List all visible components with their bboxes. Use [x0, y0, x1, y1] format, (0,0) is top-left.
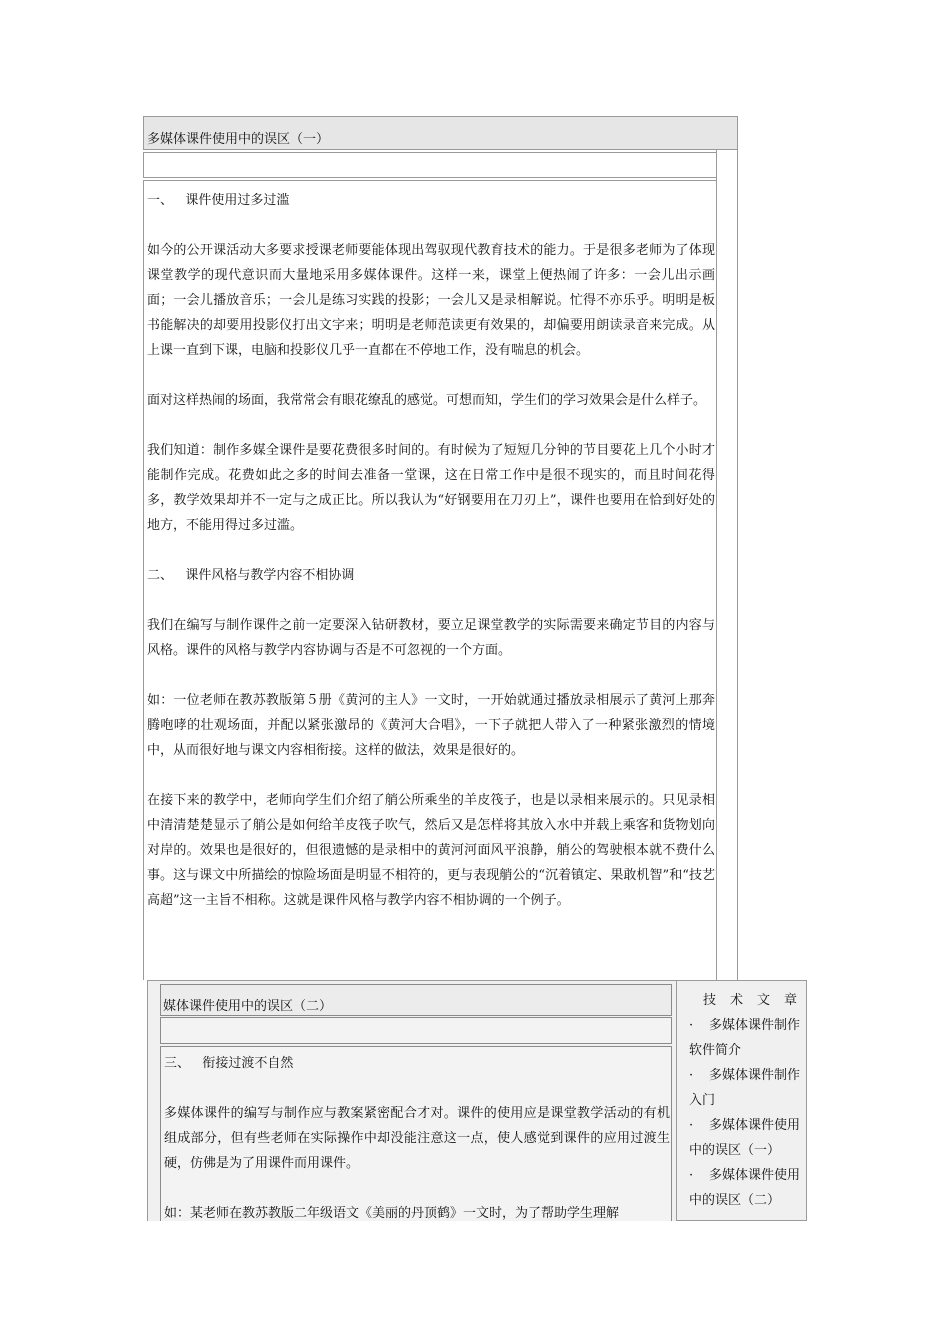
article2-title-bar	[160, 984, 672, 1016]
sidebar-link-misconceptions-2[interactable]: · 多媒体课件使用中的误区（二）	[689, 1163, 801, 1213]
bullet-icon: ·	[689, 1068, 694, 1083]
section1-heading: 一、 课件使用过多过滥	[147, 193, 290, 208]
paragraph: 我们在编写与制作课件之前一定要深入钻研教材，要立足课堂教学的实际需要来确定节目的内容与风格。课件的风格与教学内容协调与否是不可忽视的一个方面。	[147, 618, 715, 658]
article1-side-column	[716, 150, 738, 980]
article1-title: 多媒体课件使用中的误区（一）	[147, 132, 330, 147]
bullet-icon: ·	[689, 1118, 694, 1133]
paragraph: 我们知道：制作多媒全课件是要花费很多时间的。有时候为了短短几分钟的节目要花上几个小时才能制作完成。花费如此之多的时间去准备一堂课，这在日常工作中是很不现实的，而且时间花得多，教学效果却并不一定与之成正比。所以我认为“好钢要用在刀刃上”，课件也要用在恰到好处的地方，不能用得过多过滥。	[147, 443, 715, 533]
bullet-icon: ·	[689, 1168, 694, 1183]
sidebar-link-software-intro[interactable]: · 多媒体课件制作软件简介	[689, 1013, 801, 1063]
article1-body	[143, 180, 717, 980]
bullet-icon: ·	[689, 1018, 694, 1033]
paragraph: 如今的公开课活动大多要求授课老师要能体现出驾驭现代教育技术的能力。于是很多老师为了体现课堂教学的现代意识而大量地采用多媒体课件。这样一来，课堂上便热闹了许多：一会儿出示画面；一会儿播放音乐；一会儿是练习实践的投影；一会儿又是录相解说。忙得不亦乐乎。明明是板书能解决的却要用投影仪打出文字来；明明是老师范读更有效果的，却偏要用朗读录音来完成。从上课一直到下课，电脑和投影仪几乎一直都在不停地工作，没有喘息的机会。	[147, 243, 715, 358]
section3-heading: 三、 衔接过渡不自然	[164, 1056, 294, 1071]
section2-heading: 二、 课件风格与教学内容不相协调	[147, 568, 355, 583]
article2-blank-row	[160, 1017, 672, 1044]
sidebar-tech-articles	[677, 980, 812, 1221]
article1-title-bar	[143, 116, 738, 150]
sidebar-title: 技术文章	[703, 993, 812, 1008]
paragraph: 面对这样热闹的场面，我常常会有眼花缭乱的感觉。可想而知，学生们的学习效果会是什么样子。	[147, 393, 707, 408]
paragraph: 多媒体课件的编写与制作应与教案紧密配合才对。课件的使用应是课堂教学活动的有机组成部分，但有些老师在实际操作中却没能注意这一点，使人感觉到课件的应用过渡生硬，仿佛是为了用课件而用课件。	[164, 1106, 670, 1171]
paragraph: 如：某老师在教苏教版二年级语文《美丽的丹顶鹤》一文时，为了帮助学生理解	[164, 1206, 620, 1221]
sidebar-link-list	[689, 1013, 801, 1213]
paragraph: 在接下来的教学中，老师向学生们介绍了艄公所乘坐的羊皮筏子，也是以录相来展示的。只见录相中清清楚楚显示了艄公是如何给羊皮筏子吹气，然后又是怎样将其放入水中并载上乘客和货物划向对岸的。效果也是很好的，但很遗憾的是录相中的黄河河面风平浪静，艄公的驾驶根本就不费什么事。这与课文中所描绘的惊险场面是明显不相符的，更与表现艄公的“沉着镇定、果敢机智”和“技艺高超”这一主旨不相称。这就是课件风格与教学内容不相协调的一个例子。	[147, 793, 715, 908]
paragraph: 如：一位老师在教苏教版第５册《黄河的主人》一文时，一开始就通过播放录相展示了黄河上那奔腾咆哮的壮观场面，并配以紧张激昂的《黄河大合唱》，一下子就把人带入了一种紧张激烈的情境中，从而很好地与课文内容相衔接。这样的做法，效果是很好的。	[147, 693, 715, 758]
sidebar-link-misconceptions-1[interactable]: · 多媒体课件使用中的误区（一）	[689, 1113, 801, 1163]
article2-title: 媒体课件使用中的误区（二）	[163, 999, 333, 1014]
sidebar-link-getting-started[interactable]: · 多媒体课件制作入门	[689, 1063, 801, 1113]
article2-body	[160, 1046, 672, 1221]
article1-blank-row	[143, 152, 717, 178]
